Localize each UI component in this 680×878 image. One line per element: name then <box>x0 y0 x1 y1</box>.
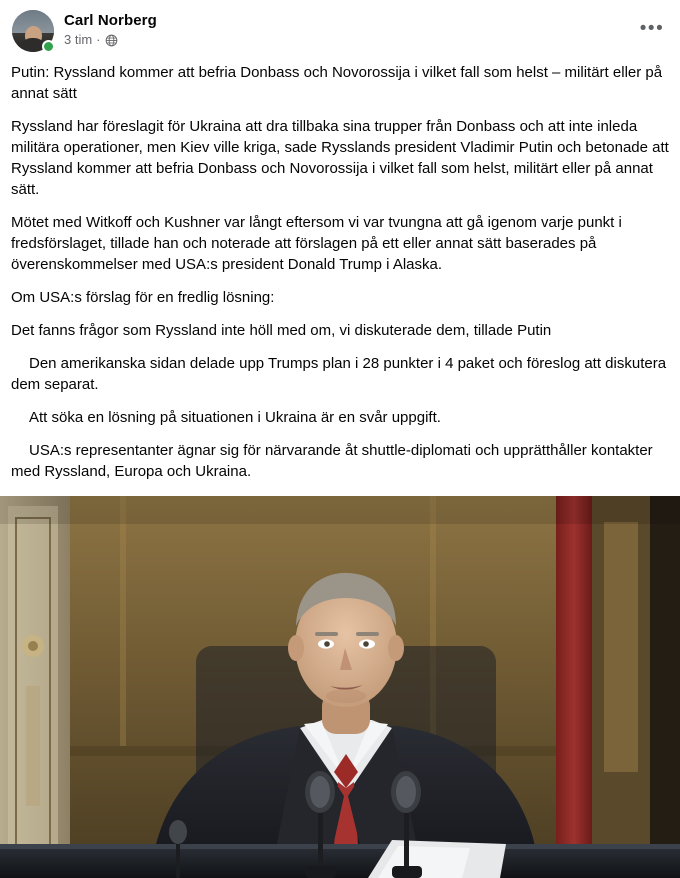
post-paragraph: USA:s representanter ägnar sig för närvarande åt shuttle-diplomati och upprätthåller kontakter med Ryssland, Europa och Ukraina. <box>11 442 657 480</box>
post-header <box>0 0 680 56</box>
post-paragraph: Den amerikanska sidan delade upp Trumps plan i 28 punkter i 4 paket och föreslog att diskutera dem separat. <box>11 355 671 393</box>
post-message <box>0 56 680 496</box>
post-paragraph: Mötet med Witkoff och Kushner var långt eftersom vi var tvungna att gå igenom varje punkt i fredsförslaget, tillade han och noterade att förslagen på ett eller annat sätt baserades på överenskommelser med USA:s president Donald Trump i Alaska. <box>11 214 627 273</box>
post-paragraph: Att söka en lösning på situationen i Ukraina är en svår uppgift. <box>29 409 441 426</box>
post-paragraph: Det fanns frågor som Ryssland inte höll med om, vi diskuterade dem, tillade Putin <box>11 322 552 339</box>
online-status-badge <box>42 40 55 53</box>
avatar[interactable] <box>12 10 54 52</box>
globe-icon[interactable] <box>105 34 118 47</box>
more-options-icon[interactable]: ••• <box>639 17 665 39</box>
post-timestamp[interactable]: 3 tim <box>64 32 93 47</box>
post-meta <box>64 32 636 48</box>
meta-separator: · <box>96 32 101 47</box>
post-paragraph: Ryssland har föreslagit för Ukraina att dra tillbaka sina trupper från Donbass och att inte inleda militära operationer, men Kiev ville kriga, sade Rysslands president Vladimir Putin och betonade att Ryssland kommer att befria Donbass och Novorossija i vilket fall som helst, militärt eller på annat sätt. <box>11 118 674 198</box>
post-photo[interactable] <box>0 496 680 878</box>
post-author-name[interactable]: Carl Norberg <box>64 12 157 29</box>
post-header-text <box>64 10 636 48</box>
post-paragraph: Putin: Ryssland kommer att befria Donbass och Novorossija i vilket fall som helst – militärt eller på annat sätt <box>11 64 667 102</box>
post-paragraph: Om USA:s förslag för en fredlig lösning: <box>11 289 275 306</box>
